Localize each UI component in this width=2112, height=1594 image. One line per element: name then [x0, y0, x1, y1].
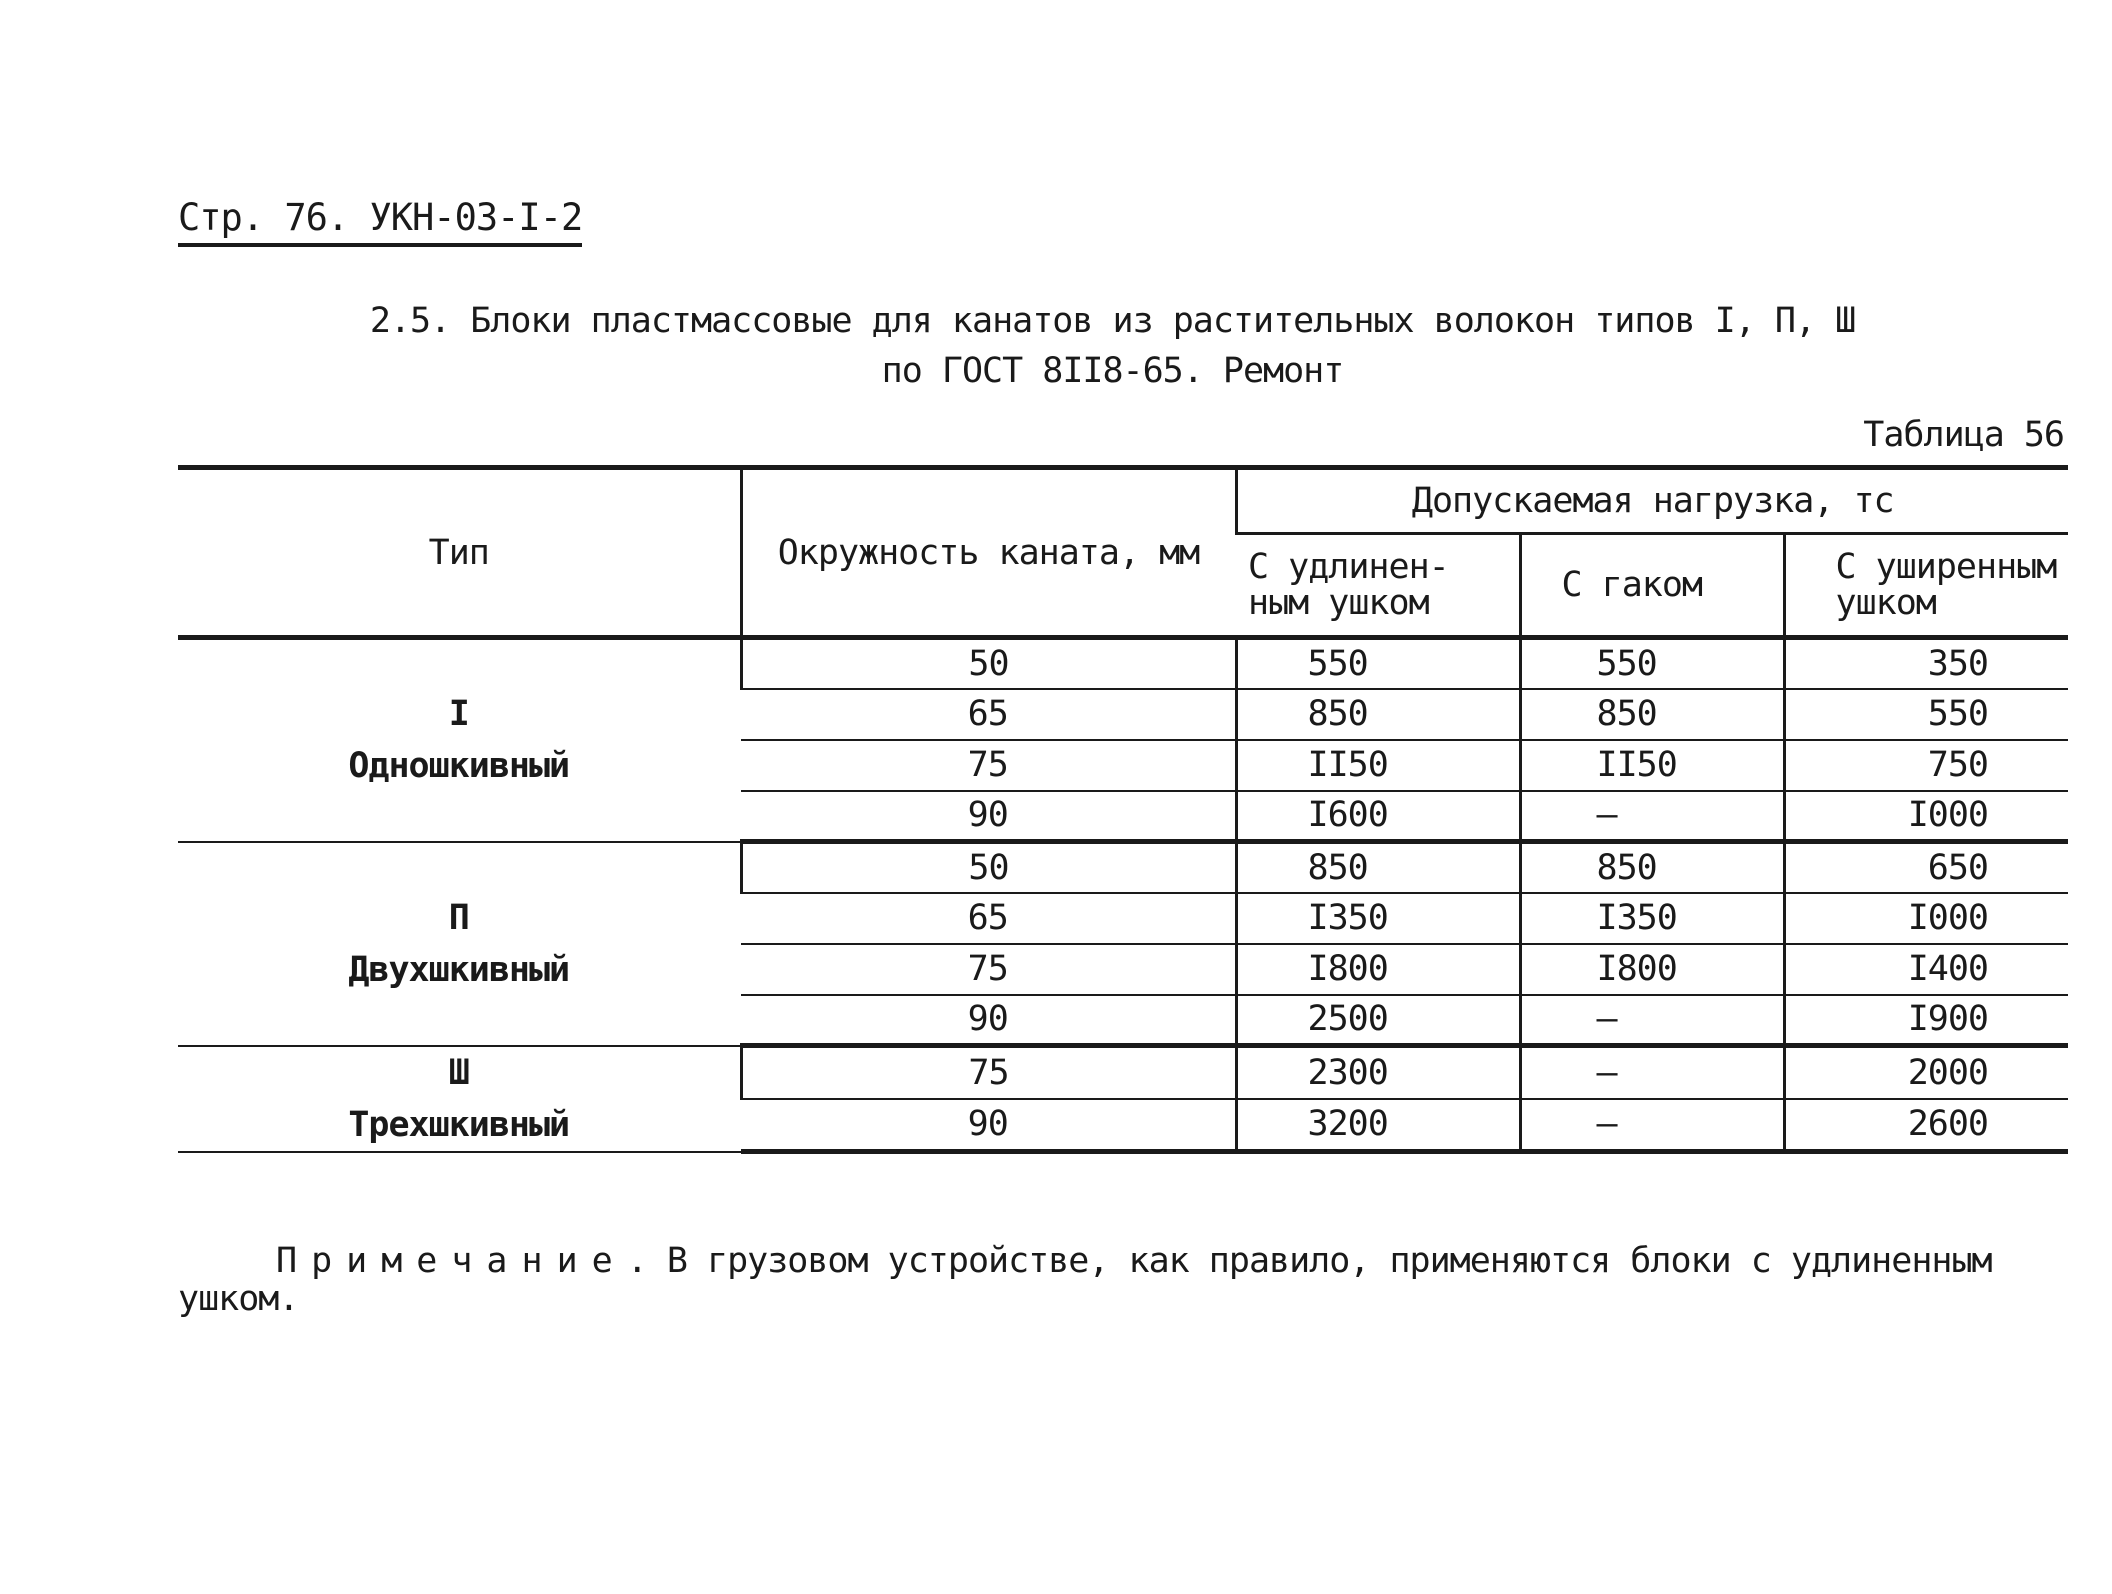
load-widened-eye-cell: I000 [1784, 791, 2068, 842]
load-hook-cell: I350 [1520, 893, 1784, 944]
type-cell [178, 842, 741, 1046]
note-text: . В грузовом устройстве, как правило, применяются блоки с удлиненным ушком. [178, 1241, 1992, 1319]
section-title-line-1: 2.5. Блоки пластмассовые для канатов из растительных волокон типов I, П, Ш [369, 301, 1856, 341]
type-cell [178, 638, 741, 842]
allowable-load-header: Допускаемая нагрузка, тс [1236, 468, 2068, 534]
load-hook-cell: 550 [1520, 638, 1784, 689]
circumference-cell: 75 [741, 740, 1236, 791]
circumference-cell: 90 [741, 791, 1236, 842]
table-number: Таблица 56 [1863, 415, 2064, 455]
type-cell [178, 1046, 741, 1152]
load-extended-eye-cell: I350 [1236, 893, 1520, 944]
table-row [178, 842, 2068, 893]
table-row [178, 638, 2068, 689]
note-label: Примечание [276, 1241, 627, 1281]
type-name: Двухшкивный [348, 949, 570, 990]
load-widened-eye-cell: I000 [1784, 893, 2068, 944]
load-extended-eye-cell: 2500 [1236, 995, 1520, 1046]
load-widened-eye-cell: 650 [1784, 842, 2068, 893]
circumference-cell: 75 [741, 1046, 1236, 1099]
load-extended-eye-cell: 550 [1236, 638, 1520, 689]
load-extended-eye-cell: 2300 [1236, 1046, 1520, 1099]
load-hook-cell: – [1520, 995, 1784, 1046]
section-title-line-2: по ГОСТ 8II8-65. Ремонт [881, 351, 1344, 391]
circumference-cell: 90 [741, 995, 1236, 1046]
circumference-cell: 75 [741, 944, 1236, 995]
table-row [178, 1046, 2068, 1099]
extended-eye-header: С удлинен- ным ушком [1236, 534, 1520, 638]
load-hook-cell: II50 [1520, 740, 1784, 791]
load-extended-eye-cell: 850 [1236, 842, 1520, 893]
type-name: Одношкивный [348, 746, 570, 787]
circumference-cell: 65 [741, 689, 1236, 740]
load-hook-cell: – [1520, 1099, 1784, 1152]
load-hook-cell: – [1520, 1046, 1784, 1099]
circumference-cell: 65 [741, 893, 1236, 944]
circumference-cell: 90 [741, 1099, 1236, 1152]
circumference-cell: 50 [741, 842, 1236, 893]
section-title [300, 296, 1925, 396]
load-hook-cell: 850 [1520, 842, 1784, 893]
note-paragraph [178, 1242, 2048, 1318]
widened-eye-header: С уширенным ушком [1784, 534, 2068, 638]
load-hook-cell: 850 [1520, 689, 1784, 740]
circumference-column-header: Окружность каната, мм [741, 468, 1236, 638]
hook-header: С гаком [1520, 534, 1784, 638]
load-extended-eye-cell: I600 [1236, 791, 1520, 842]
load-widened-eye-cell: 750 [1784, 740, 2068, 791]
circumference-cell: 50 [741, 638, 1236, 689]
load-table [178, 465, 2068, 1154]
load-hook-cell: – [1520, 791, 1784, 842]
type-code: I [448, 694, 469, 735]
load-widened-eye-cell: 2600 [1784, 1099, 2068, 1152]
load-extended-eye-cell: I800 [1236, 944, 1520, 995]
load-widened-eye-cell: 2000 [1784, 1046, 2068, 1099]
load-widened-eye-cell: I400 [1784, 944, 2068, 995]
load-widened-eye-cell: 350 [1784, 638, 2068, 689]
load-extended-eye-cell: 850 [1236, 689, 1520, 740]
type-code: П [448, 897, 469, 938]
load-widened-eye-cell: I900 [1784, 995, 2068, 1046]
load-extended-eye-cell: 3200 [1236, 1099, 1520, 1152]
load-hook-cell: I800 [1520, 944, 1784, 995]
type-code: Ш [448, 1052, 469, 1093]
type-column-header: Тип [178, 468, 741, 638]
load-widened-eye-cell: 550 [1784, 689, 2068, 740]
type-name: Трехшкивный [348, 1104, 570, 1145]
page-reference: Стр. 76. УКН-03-I-2 [178, 196, 582, 247]
load-extended-eye-cell: II50 [1236, 740, 1520, 791]
